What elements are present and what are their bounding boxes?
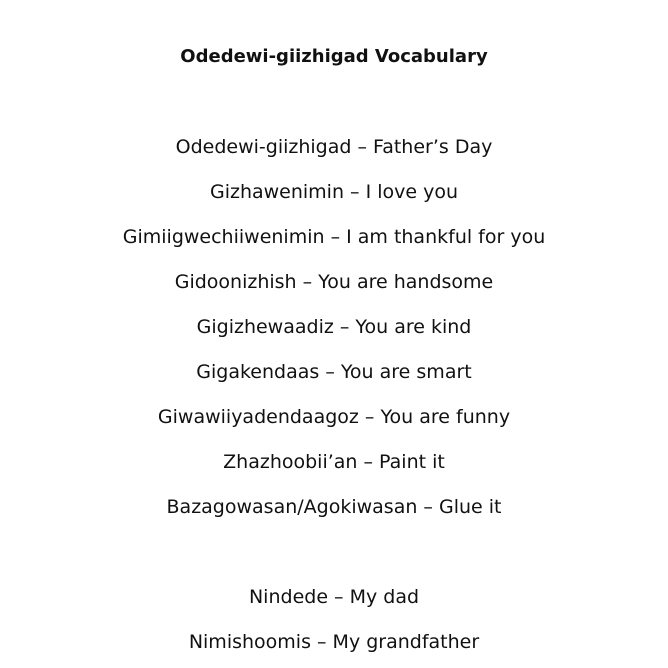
vocab-entry-handsome: Gidoonizhish – You are handsome bbox=[174, 271, 494, 293]
page-title: Odedewi-giizhigad Vocabulary bbox=[180, 46, 488, 67]
vocab-entry-grandfather: Nimishoomis – My grandfather bbox=[188, 631, 480, 653]
vocab-entry-funny: Giwawiiyadendaagoz – You are funny bbox=[157, 406, 511, 428]
vocab-entry-kind: Gigizhewaadiz – You are kind bbox=[196, 316, 472, 338]
vocab-entry-thankful: Gimiigwechiiwenimin – I am thankful for you bbox=[122, 226, 546, 248]
vocab-entry-smart: Gigakendaas – You are smart bbox=[196, 361, 472, 383]
vocab-entry-paint: Zhazhoobii’an – Paint it bbox=[223, 451, 445, 473]
vocab-entry-dad: Nindede – My dad bbox=[248, 586, 420, 608]
vocab-entry-fathers-day: Odedewi-giizhigad – Father’s Day bbox=[175, 136, 493, 158]
vocab-entry-love: Gizhawenimin – I love you bbox=[209, 181, 459, 203]
vocab-entry-glue: Bazagowasan/Agokiwasan – Glue it bbox=[166, 496, 502, 518]
